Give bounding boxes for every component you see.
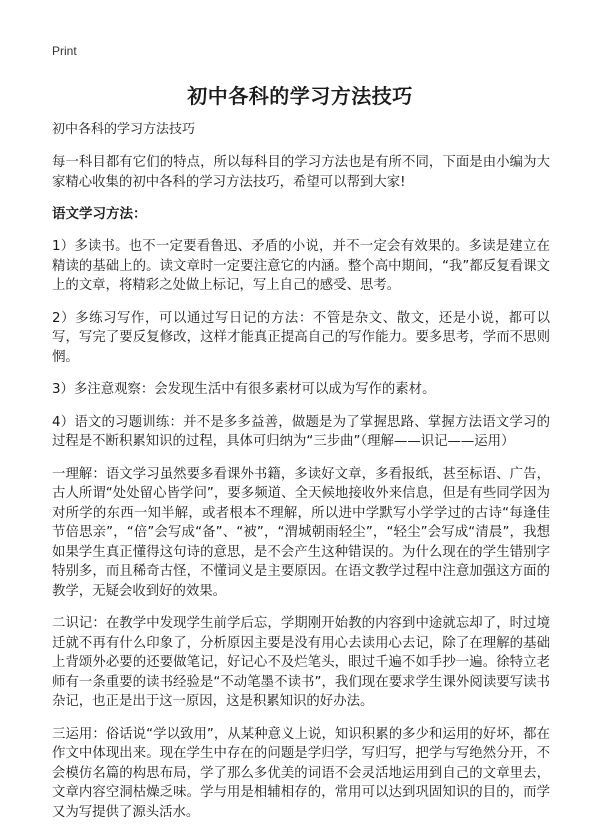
paragraph-understand: 一理解：语文学习虽然要多看课外书籍，多读好文章，多看报纸，甚至标语、广告，古人所谓“处处留心皆学问”，要多频道、全天候地接收外来信息，但是有些同学因为对所学的东西一知半解，或者根本不理解，所以进中学默写小学学过的古诗“每逢佳节倍思亲”，“倍”会写成“备”、“被”，“渭城朝雨轻尘”，“轻尘”会写成“清晨”，我想如果学生真正懂得这句诗的意思，是不会产生这种错误的。为什么现在的学生错别字特别多，而且稀奇古怪，不懂词义是主要原因。在语文教学过程中注意加强这方面的教学，无疑会收到好的效果。 [52,466,550,599]
paragraph-observe: 3）多注意观察：会发现生活中有很多素材可以成为写作的素材。 [52,382,436,397]
article-subtitle: 初中各科的学习方法技巧 [52,122,196,137]
page-title: 初中各科的学习方法技巧 [187,84,413,108]
paragraph-read-more: 1）多读书。也不一定要看鲁迅、矛盾的小说，并不一定会有效果的。多读是建立在精读的基础上的。读文章时一定要注意它的内涵。整个高中期间，“我”都反复看课文上的文章，将精彩之处做上标记，写上自己的感受、思考。 [52,239,550,293]
article-body [52,120,550,835]
paragraph-apply: 三运用：俗话说“学以致用”，从某种意义上说，知识积累的多少和运用的好坏，都在作文中体现出来。现在学生中存在的问题是学归学，写归写，把学与写绝然分开，不会模仿名篇的构思布局，学了那么多优美的词语不会灵活地运用到自己的文章里去，文章内容空洞枯燥乏味。学与用是相辅相存的，常用可以达到巩固知识的目的，而学又为写提供了源头活水。 [52,726,550,820]
paragraph-exercises: 4）语文的习题训练：并不是多多益善，做题是为了掌握思路、掌握方法语文学习的过程是不断积累知识的过程，具体可归纳为“三步曲”（理解——识记——运用） [52,414,550,449]
intro-paragraph: 每一科目都有它们的特点，所以每科目的学习方法也是有所不同，下面是由小编为大家精心收集的初中各科的学习方法技巧，希望可以帮到大家! [52,155,550,190]
paragraph-practice-writing: 2）多练习写作，可以通过写日记的方法：不管是杂文、散文，还是小说，都可以写，写完了要反复修改，这样才能真正提高自己的写作能力。要多思考，学而不思则惘。 [52,310,550,365]
section-heading-chinese: 语文学习方法： [52,206,147,222]
paragraph-memorize: 二识记：在教学中发现学生前学后忘，学期刚开始教的内容到中途就忘却了，时过境迁就不再有什么印象了，分析原因主要是没有用心去读用心去记，除了在理解的基础上背颂外必要的还要做笔记，好记心不及烂笔头，眼过千遍不如手抄一遍。徐特立老师有一条重要的读书经验是“不动笔墨不读书”，我们现在要求学生课外阅读要写读书杂记，也正是出于这一原因，这是积累知识的好办法。 [52,616,550,709]
print-link[interactable]: Print [52,44,77,58]
